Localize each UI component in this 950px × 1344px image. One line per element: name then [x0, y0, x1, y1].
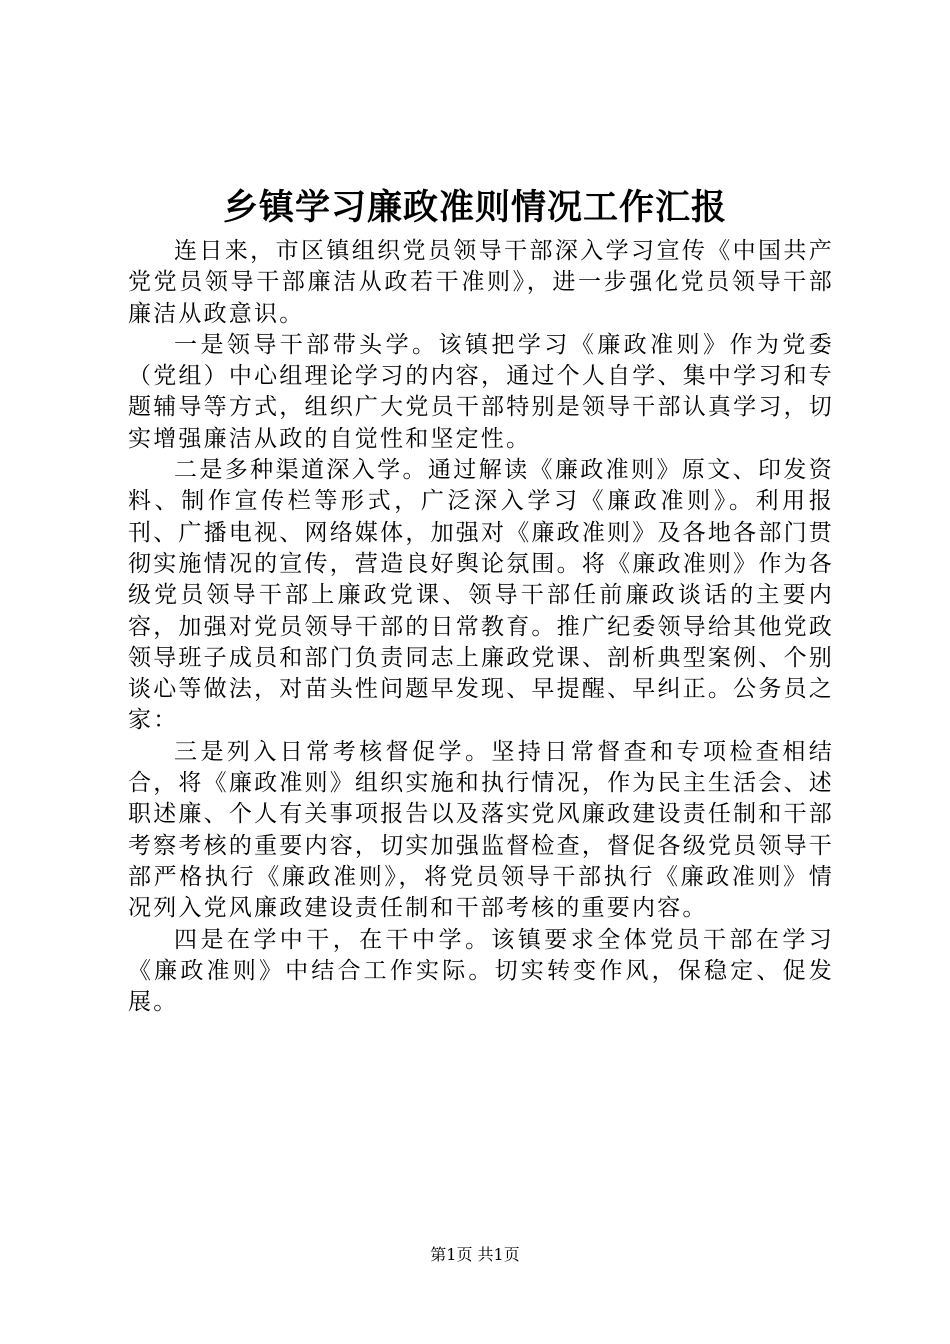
paragraph-point-4: 四是在学中干，在干中学。该镇要求全体党员干部在学习《廉政准则》中结合工作实际。切实转变作风，保稳定、促发展。 — [128, 926, 834, 1016]
document-title: 乡镇学习廉政准则情况工作汇报 — [222, 187, 727, 228]
page-number-footer: 第1页 共1页 — [430, 1245, 520, 1264]
paragraph-point-3: 三是列入日常考核督促学。坚持日常督查和专项检查相结合，将《廉政准则》组织实施和执行情况，作为民主生活会、述职述廉、个人有关事项报告以及落实党风廉政建设责任制和干部考察考核的重要内容，切实加强监督检查，督促各级党员领导干部严格执行《廉政准则》，将党员领导干部执行《廉政准则》情况列入党风廉政建设责任制和干部考核的重要内容。 — [128, 738, 834, 922]
document-body — [128, 236, 834, 1018]
paragraph-point-2: 二是多种渠道深入学。通过解读《廉政准则》原文、印发资料、制作宣传栏等形式，广泛深入学习《廉政准则》。利用报刊、广播电视、网络媒体，加强对《廉政准则》及各地各部门贯彻实施情况的宣传，营造良好舆论氛围。将《廉政准则》作为各级党员领导干部上廉政党课、领导干部任前廉政谈话的主要内容，加强对党员领导干部的日常教育。推广纪委领导给其他党政领导班子成员和部门负责同志上廉政党课、剖析典型案例、个别谈心等做法，对苗头性问题早发现、早提醒、早纠正。公务员之家： — [128, 457, 834, 734]
paragraph-intro: 连日来，市区镇组织党员领导干部深入学习宣传《中国共产党党员领导干部廉洁从政若干准则》，进一步强化党员领导干部廉洁从政意识。 — [128, 238, 834, 327]
paragraph-point-1: 一是领导干部带头学。该镇把学习《廉政准则》作为党委（党组）中心组理论学习的内容，通过个人自学、集中学习和专题辅导等方式，组织广大党员干部特别是领导干部认真学习，切实增强廉洁从政的自觉性和坚定性。 — [128, 331, 834, 452]
